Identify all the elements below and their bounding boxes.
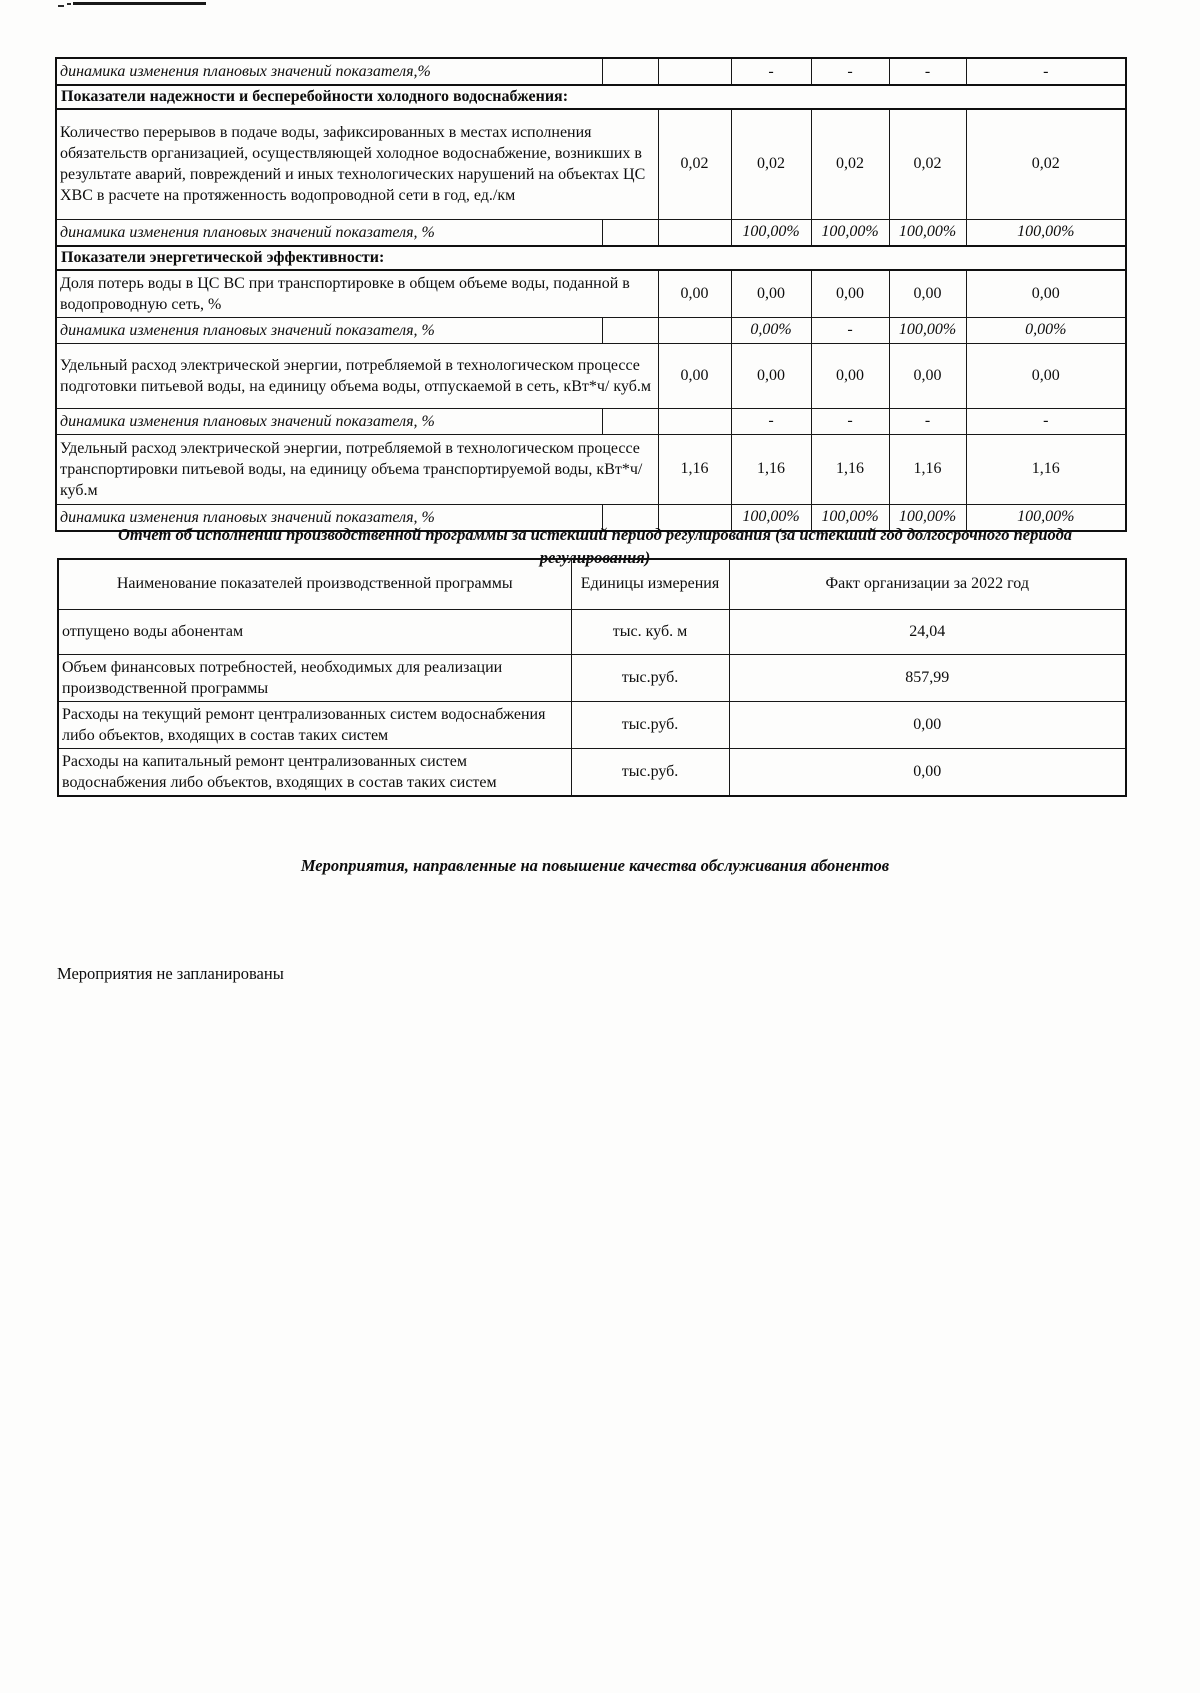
events-section-title: Мероприятия, направленные на повышение качества обслуживания абонентов	[300, 856, 890, 875]
report-section-title: Отчет об исполнении производственной программы за истекший период регулирования (за истекший год долгосрочного периода регулирования)	[117, 525, 1073, 567]
value-cell: 0,00	[658, 343, 731, 408]
indicator-row	[56, 343, 1126, 408]
dynamics-row	[56, 58, 1126, 85]
scan-artifact-dot	[67, 3, 71, 5]
report-row	[58, 609, 1126, 654]
value-cell: 0,00	[731, 343, 811, 408]
indicator-label: Доля потерь воды в ЦС ВС при транспортировке в общем объеме воды, поданной в водопроводную сеть, %	[56, 270, 658, 318]
value-cell: 100,00%	[966, 219, 1126, 246]
value-cell: -	[889, 58, 966, 85]
indicator-label: динамика изменения плановых значений показателя, %	[56, 408, 602, 434]
column-header-unit: Единицы измерения	[571, 559, 729, 609]
report-row-name: Расходы на текущий ремонт централизованных систем водоснабжения либо объектов, входящих в состав таких систем	[58, 701, 571, 748]
indicator-row	[56, 270, 1126, 318]
spacer-cell	[602, 58, 658, 85]
value-cell: 0,00%	[966, 317, 1126, 343]
spacer-cell	[602, 408, 658, 434]
report-table	[57, 558, 1127, 797]
value-cell: 0,00	[731, 270, 811, 318]
report-row-value: 0,00	[729, 701, 1126, 748]
report-row-value: 857,99	[729, 654, 1126, 701]
value-cell: 0,02	[889, 109, 966, 219]
scan-artifact-dot	[58, 5, 64, 7]
value-cell: 0,00	[811, 270, 889, 318]
value-cell: 100,00%	[966, 504, 1126, 531]
section-label: Показатели надежности и бесперебойности холодного водоснабжения:	[56, 85, 1126, 109]
value-cell: -	[966, 58, 1126, 85]
report-row-name: отпущено воды абонентам	[58, 609, 571, 654]
value-cell: 0,00	[966, 270, 1126, 318]
column-header-name: Наименование показателей производственной программы	[58, 559, 571, 609]
value-cell: -	[966, 408, 1126, 434]
report-row-unit: тыс.руб.	[571, 701, 729, 748]
value-cell: 100,00%	[889, 219, 966, 246]
section-row	[56, 246, 1126, 270]
value-cell	[658, 317, 731, 343]
report-row-value: 0,00	[729, 748, 1126, 796]
report-row-name: Расходы на капитальный ремонт централизованных систем водоснабжения либо объектов, входящих в состав таких систем	[58, 748, 571, 796]
indicator-label: динамика изменения плановых значений показателя,%	[56, 58, 602, 85]
value-cell: 0,02	[731, 109, 811, 219]
value-cell: 0,00%	[731, 317, 811, 343]
value-cell: -	[811, 408, 889, 434]
section-row	[56, 85, 1126, 109]
indicator-label: Количество перерывов в подаче воды, зафиксированных в местах исполнения обязательств организацией, осуществляющей холодное водоснабжение, возникших в результате аварий, повреждений и иных технологических нарушений на объектах ЦС ХВС в расчете на протяженность водопроводной сети в год, ед./км	[56, 109, 658, 219]
value-cell: 1,16	[731, 434, 811, 504]
indicators-table-wrap	[55, 57, 1127, 532]
scan-artifact-line	[73, 2, 206, 5]
indicator-label: динамика изменения плановых значений показателя, %	[56, 504, 602, 531]
spacer-cell	[602, 317, 658, 343]
report-row-unit: тыс.руб.	[571, 748, 729, 796]
value-cell	[658, 408, 731, 434]
dynamics-row	[56, 408, 1126, 434]
report-table-wrap	[57, 558, 1127, 797]
report-row-unit: тыс.руб.	[571, 654, 729, 701]
value-cell: 0,02	[811, 109, 889, 219]
value-cell: -	[731, 408, 811, 434]
value-cell: 0,00	[658, 270, 731, 318]
value-cell: -	[731, 58, 811, 85]
value-cell: 1,16	[966, 434, 1126, 504]
report-row-name: Объем финансовых потребностей, необходимых для реализации производственной программы	[58, 654, 571, 701]
indicators-table	[55, 57, 1127, 532]
value-cell: 100,00%	[731, 504, 811, 531]
value-cell	[658, 58, 731, 85]
dynamics-row	[56, 219, 1126, 246]
indicator-row	[56, 109, 1126, 219]
value-cell: 100,00%	[811, 504, 889, 531]
value-cell: 0,00	[966, 343, 1126, 408]
indicator-label: динамика изменения плановых значений показателя, %	[56, 317, 602, 343]
column-header-fact: Факт организации за 2022 год	[729, 559, 1126, 609]
value-cell: 1,16	[658, 434, 731, 504]
indicator-label: динамика изменения плановых значений показателя, %	[56, 219, 602, 246]
value-cell: 0,00	[889, 270, 966, 318]
section-label: Показатели энергетической эффективности:	[56, 246, 1126, 270]
value-cell: 0,00	[889, 343, 966, 408]
indicator-label: Удельный расход электрической энергии, потребляемой в технологическом процессе транспортировки питьевой воды, на единицу объема транспортируемой воды, кВт*ч/ куб.м	[56, 434, 658, 504]
indicator-label: Удельный расход электрической энергии, потребляемой в технологическом процессе подготовки питьевой воды, на единицу объема воды, отпускаемой в сеть, кВт*ч/ куб.м	[56, 343, 658, 408]
value-cell: 1,16	[811, 434, 889, 504]
value-cell: 100,00%	[731, 219, 811, 246]
dynamics-row	[56, 317, 1126, 343]
value-cell: -	[811, 58, 889, 85]
value-cell: -	[811, 317, 889, 343]
report-row-value: 24,04	[729, 609, 1126, 654]
report-row	[58, 701, 1126, 748]
value-cell: 1,16	[889, 434, 966, 504]
value-cell: 0,02	[658, 109, 731, 219]
report-header-row	[58, 559, 1126, 609]
value-cell: 100,00%	[811, 219, 889, 246]
value-cell: -	[889, 408, 966, 434]
indicator-row	[56, 434, 1126, 504]
events-note: Мероприятия не запланированы	[57, 964, 284, 983]
value-cell: 100,00%	[889, 317, 966, 343]
report-row	[58, 654, 1126, 701]
report-row-unit: тыс. куб. м	[571, 609, 729, 654]
report-row	[58, 748, 1126, 796]
spacer-cell	[602, 219, 658, 246]
value-cell: 0,00	[811, 343, 889, 408]
value-cell	[658, 219, 731, 246]
value-cell: 100,00%	[889, 504, 966, 531]
value-cell: 0,02	[966, 109, 1126, 219]
